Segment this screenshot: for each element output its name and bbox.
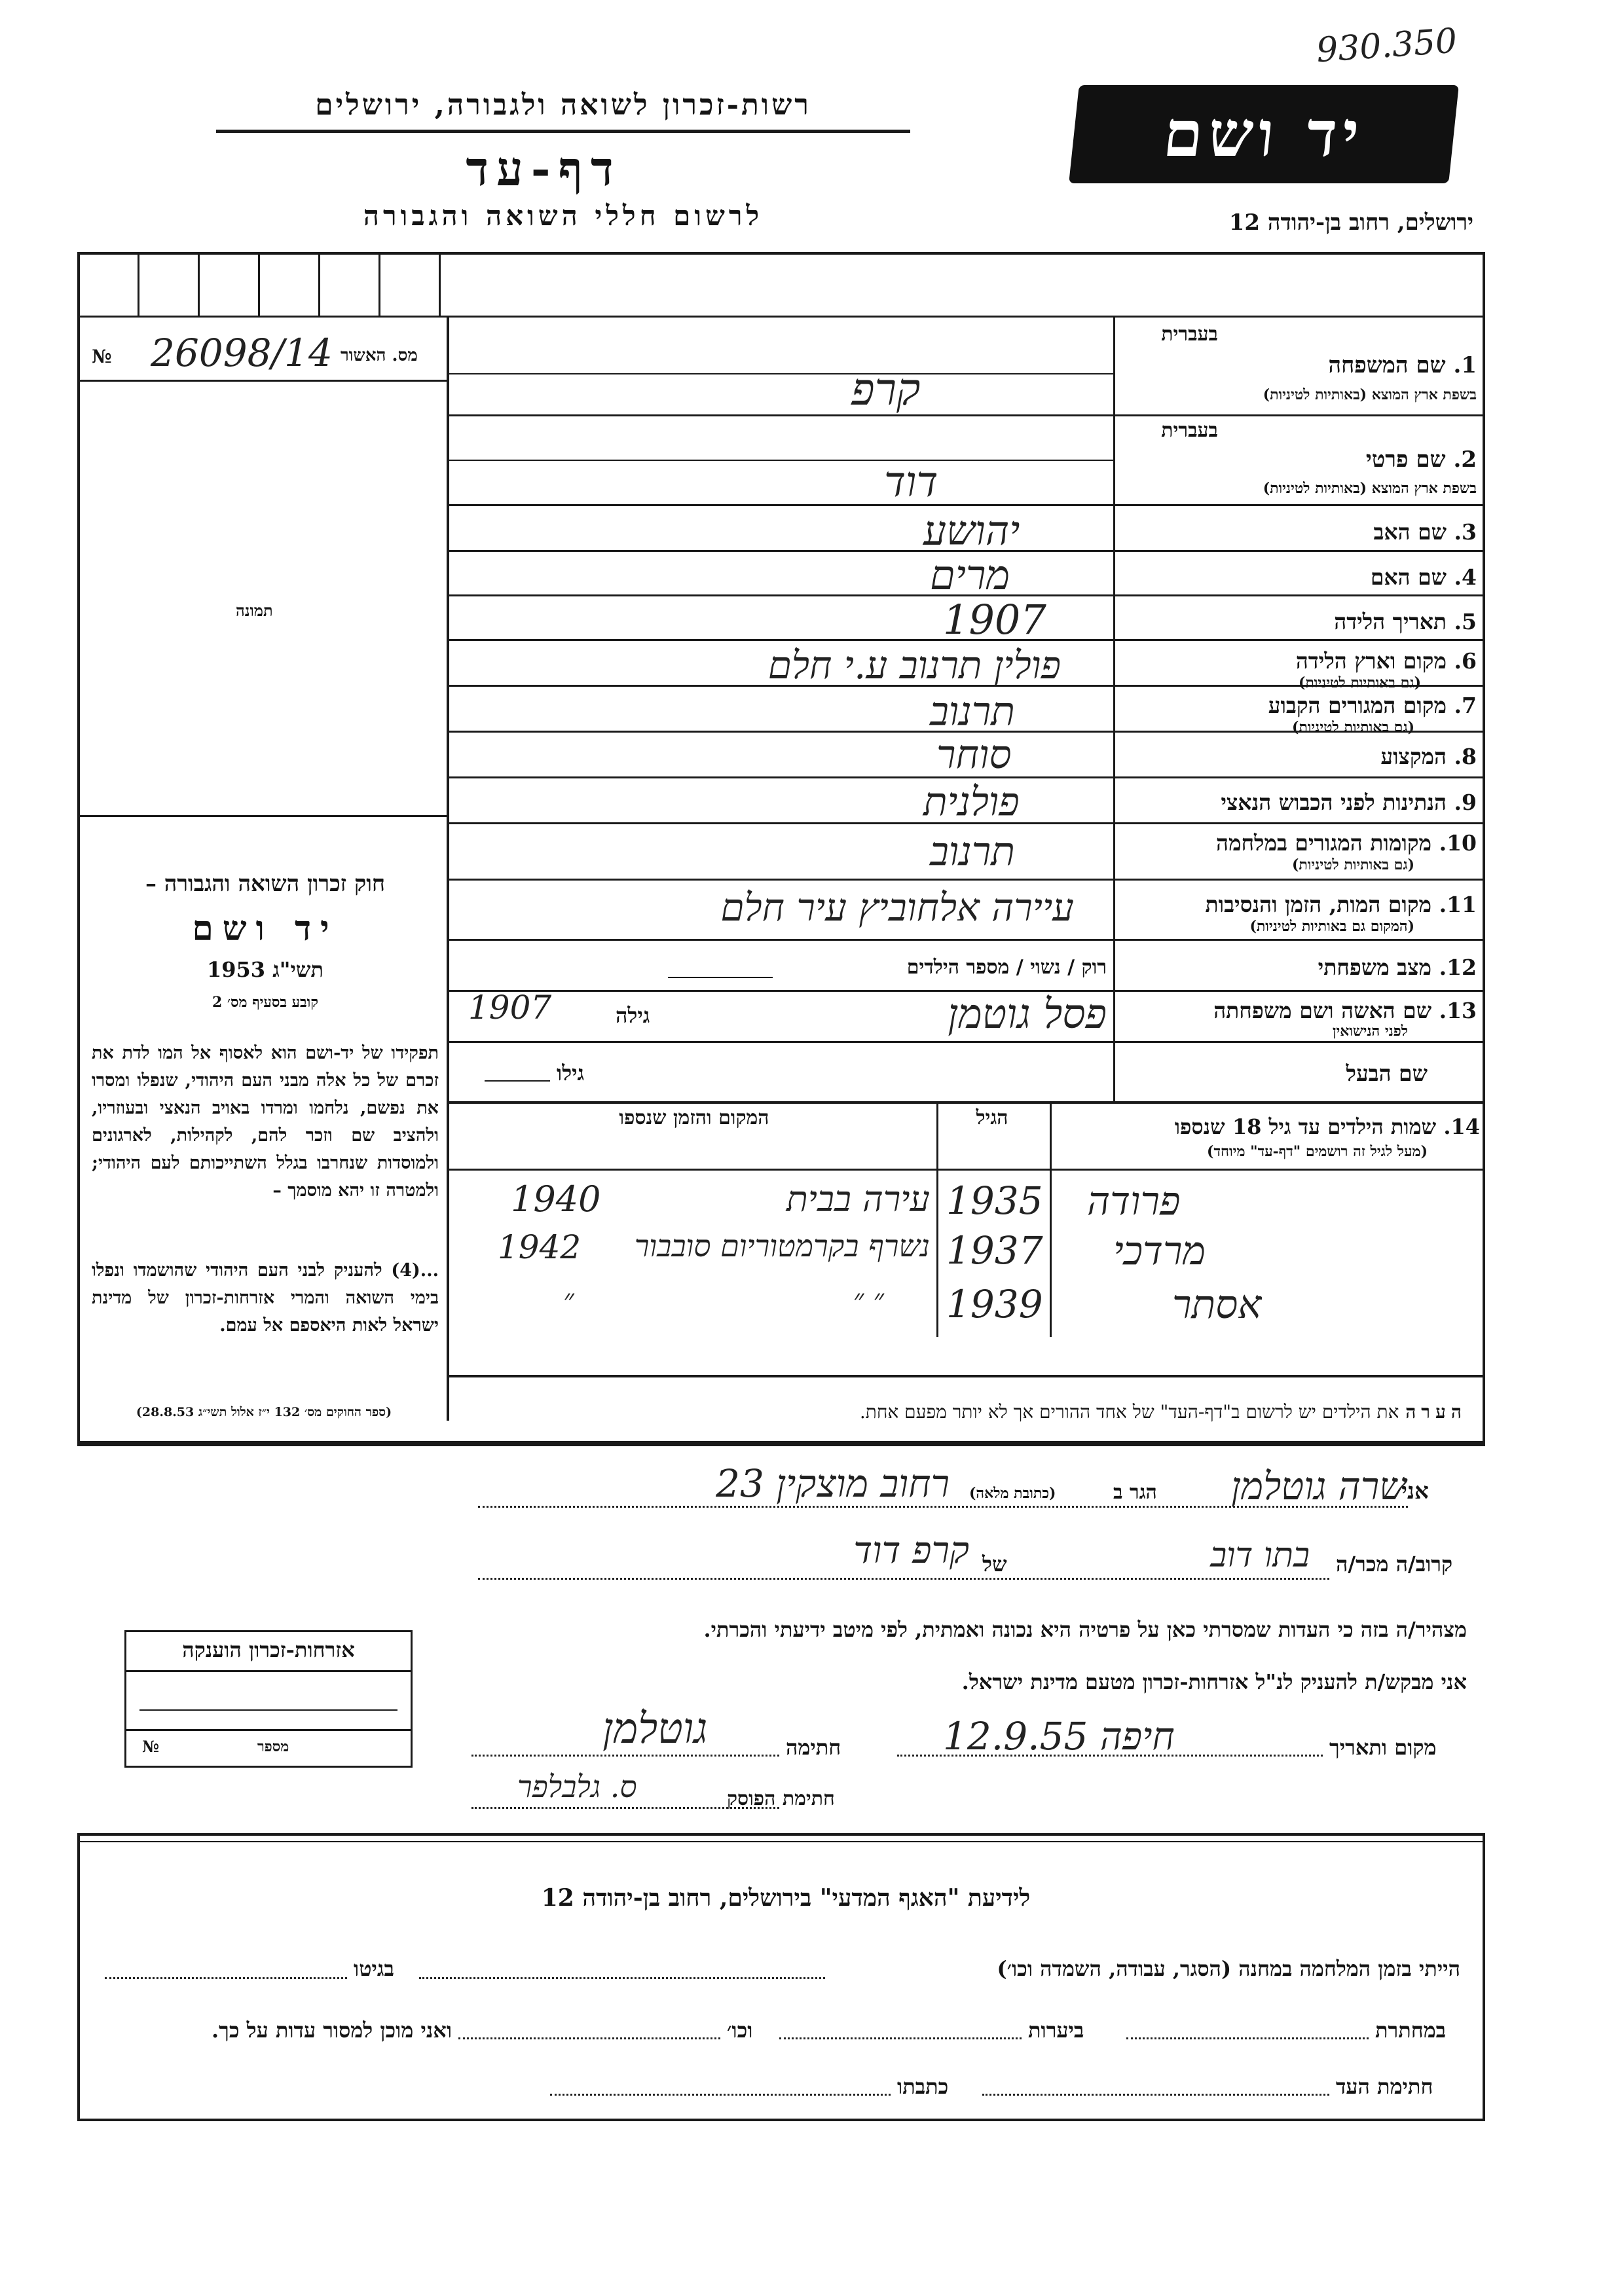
field-5-value: 1907	[943, 596, 1046, 644]
child-3-age: 1939	[946, 1282, 1043, 1326]
spouse-age-label: גילה	[616, 1003, 650, 1028]
footer-witness-address-blank	[550, 2094, 891, 2096]
field-6-label: 6. מקום וארץ הלידה	[1295, 648, 1477, 674]
field-4-label: 4. שם האם	[1370, 564, 1477, 590]
archive-number: 930.350	[1315, 21, 1458, 71]
child-1-name: פרודה	[1087, 1178, 1181, 1224]
law-reference: (ספר החוקים מס׳ 132 י״ז אלול תשי״ג 28.8.53)	[136, 1405, 392, 1419]
footer-line1-b: בגיטו	[354, 1956, 394, 1981]
place-date-line	[897, 1755, 1323, 1757]
children-subtitle: (מעל לגיל זה רושמים "דף-עד" מיוחד)	[1207, 1143, 1428, 1160]
certificate-box	[124, 1630, 413, 1768]
law-year: תשי"ג 1953	[207, 957, 323, 982]
photo-label: תמונה	[236, 601, 273, 620]
footer-underground-blank	[1126, 2037, 1369, 2039]
field-1-hebrew-tag: בעברית	[1161, 323, 1218, 346]
note-text: את הילדים יש לרשום ב"דף-העד" של אחד ההורים אך לא יותר מפעם אחת.	[859, 1401, 1399, 1423]
declarant-i-label: אני	[1401, 1478, 1429, 1504]
address: ירושלים, רחוב בן-יהודה 12	[1228, 210, 1473, 236]
form-title: דף-עד	[466, 141, 621, 196]
field-13-label: 13. שם האשה ושם משפחתה	[1213, 998, 1477, 1023]
child-2-year: 1942	[498, 1228, 581, 1266]
footer-line3-a: חתימת העד	[1336, 2074, 1433, 2099]
declarant-address-hint: (כתובת מלאה)	[969, 1485, 1056, 1502]
law-clause: קובע בסעיף מס׳ 2	[212, 994, 319, 1011]
field-10-sub: (גם באותיות לטיניות)	[1291, 856, 1414, 873]
certificate-title: אזרחות-זכרון הוענקה	[182, 1637, 355, 1662]
footer-line1-a: הייתי בזמן המלחמה במחנה (הסגר, עבודה, השמדה וכו׳)	[997, 1956, 1460, 1981]
field-4-value: מרים	[930, 551, 1010, 599]
field-5-label: 5. תאריך הלידה	[1334, 609, 1477, 634]
field-2-label: 2. שם פרטי	[1365, 446, 1477, 473]
field-3-label: 3. שם האב	[1373, 519, 1477, 545]
of-label: של	[982, 1552, 1007, 1576]
declarant-line-2	[478, 1578, 1329, 1580]
field-12-options: רוק / נשוי / מספר הילדים	[906, 956, 1107, 979]
footer-title: לידיעת "האגף המדעי" בירושלים, רחוב בן-יהודה 12	[541, 1884, 1031, 1912]
field-7-sub: (גם באותיות לטיניות)	[1291, 719, 1414, 736]
children-age-header: הגיל	[976, 1106, 1008, 1129]
child-2-name: מרדכי	[1113, 1228, 1206, 1274]
law-text-1: תפקידו של יד-ושם הוא לאסוף אל המו לדת את זכרם של כל אלה מבני העם היהודי, שנפלו ומסרו את נפשם, נלחמו ומרדו באויב הנאצי ובעוזריו, ולהציב שם וזכר להם, לקהילות, לארגונים ולמוסדות שנחרבו בגלל השתייכותם לעם היהודי; ולמטרה זו יהא מוסמך –	[92, 1043, 439, 1201]
signature-line	[471, 1755, 779, 1757]
children-bottom-line	[449, 1375, 1485, 1377]
relative-label: קרוב/ה מכר/ה	[1336, 1552, 1453, 1576]
declarant-address: רחוב מוצקין 23	[716, 1461, 950, 1506]
form-subtitle: לרשום חללי השואה והגבורה	[363, 200, 764, 232]
footer-witness-sign-blank	[982, 2094, 1329, 2096]
declare-text: מצהיר/ה בזה כי העדות שמסרתי כאן על פרטיה היא נכונה ואמתית, לפי מיטב ידיעתי והכרתי.	[703, 1617, 1467, 1642]
top-row-bottom	[77, 316, 1485, 318]
children-title: 14. שמות הילדים עד גיל 18 שנספו	[1174, 1114, 1480, 1139]
field-1-label: 1. שם המשפחה	[1328, 352, 1477, 378]
note-label: הערה	[1405, 1401, 1467, 1423]
field-6-value: פולין תרנוב ע.י חלם	[767, 643, 1061, 687]
authority-underline	[216, 130, 910, 133]
request-text: אני מבקש/ת להעניק לנ"ל אזרחות-זכרון מטעם מדינת ישראל.	[961, 1669, 1467, 1694]
form-frame-bottom	[77, 1444, 1485, 1446]
footer-line2-b: ביערות	[1028, 2018, 1084, 2043]
child-1-age: 1935	[946, 1178, 1043, 1223]
child-1-place: עירה בבית	[786, 1178, 930, 1220]
signature-value: גוטלמן	[602, 1705, 708, 1753]
permit-row-line	[77, 380, 448, 382]
label-column-border	[1113, 316, 1115, 1101]
officer-label: חתימת הפוסק	[727, 1787, 835, 1810]
footer-forest-blank	[779, 2037, 1022, 2039]
children-age-col-left	[936, 1101, 938, 1337]
husband-age-blank	[485, 1080, 550, 1082]
field-13-value: פסל גוטמן	[948, 990, 1107, 1038]
child-2-place: נשרף בקרמטוריום סובבור	[634, 1228, 930, 1264]
field-11-sub: (המקום גם באותיות לטיניות)	[1249, 918, 1414, 935]
field-2-sub: בשפת ארץ המוצא (באותיות לטיניות)	[1263, 480, 1477, 497]
footer-ghetto-blank	[105, 1977, 347, 1979]
husband-age-label: גילו	[557, 1061, 585, 1085]
yad-vashem-logo	[1069, 85, 1459, 183]
footer-camp-blank	[419, 1977, 825, 1979]
child-1-year: 1940	[511, 1178, 601, 1220]
field-9-value: פולנית	[923, 779, 1020, 825]
spouse-age-value: 1907	[468, 989, 552, 1027]
left-column-border	[447, 316, 449, 1421]
child-3-name: אסתר	[1172, 1282, 1262, 1328]
field-11-label: 11. מקום המות, הזמן והנסיבות	[1205, 892, 1477, 917]
children-header-line	[449, 1169, 1485, 1171]
of-name: קרפ דוד	[853, 1529, 969, 1572]
field-7-value: תרנוב	[930, 689, 1015, 735]
note-row	[458, 1401, 1467, 1423]
declarant-name: שרה גוטלמן	[1231, 1464, 1407, 1508]
field-6-sub: (גם באותיות לטיניות)	[1298, 674, 1421, 691]
permit-number: 26098/14	[151, 331, 333, 375]
footer-top-double	[77, 1841, 1485, 1842]
declarant-lives-label: הגר ב	[1113, 1481, 1157, 1504]
place-date-label: מקום ותאריך	[1329, 1735, 1437, 1760]
permit-suffix: №	[92, 346, 112, 367]
field-12-label: 12. מצב משפחתי	[1318, 955, 1477, 980]
place-date-value: חיפה 12.9.55	[943, 1714, 1175, 1758]
field-1-value: קרפ	[851, 364, 921, 416]
field-3-value: יהושע	[923, 507, 1020, 555]
footer-line2-a: במחתרת	[1375, 2018, 1447, 2043]
field-9-label: 9. הנתינות לפני הכבוש הנאצי	[1221, 790, 1477, 815]
field-2-hebrew-tag: בעברית	[1161, 419, 1218, 442]
child-3-year: ״	[563, 1283, 574, 1317]
field-8-value: סוחר	[936, 732, 1012, 778]
husband-label: שם הבעל	[1346, 1061, 1428, 1086]
relation-value: בתו דוב	[1210, 1536, 1310, 1575]
field-10-label: 10. מקומות המגורים במלחמה	[1215, 830, 1477, 856]
law-title: חוק זכרון השואה והגבורה –	[145, 871, 386, 897]
footer-etc-blank	[458, 2037, 720, 2039]
field-7-label: 7. מקום המגורים הקבוע	[1268, 693, 1477, 718]
footer-line2-d: ואני מוכן למסור עדות על כך.	[211, 2018, 452, 2043]
certificate-number-label: מספר	[257, 1738, 289, 1755]
footer-line3-b: כתבתו	[897, 2074, 949, 2099]
footer-line2-c: וכו׳	[727, 2018, 753, 2043]
field-2-value: דוד	[884, 458, 938, 507]
officer-signature: ס. גלבלפר	[517, 1769, 637, 1804]
field-11-value: עיירה אלחוביץ עיר חלם	[720, 885, 1074, 930]
law-text-2: ...(4) להעניק לבני העם היהודי שהושמדו ונפלו בימי השואה והמרי אזרחות-זכרון של מדינת ישראל לאות היאספם אל עמם.	[92, 1260, 439, 1336]
field-12-blank	[668, 977, 773, 978]
field-8-label: 8. המקצוע	[1380, 744, 1477, 769]
child-3-place: ״ ״	[853, 1283, 884, 1317]
signature-label: חתימה	[786, 1735, 841, 1760]
authority-title: רשות-זכרון לשואה ולגבורה, ירושלים	[315, 88, 811, 122]
field-10-value: תרנוב	[930, 829, 1015, 875]
declarant-line-1	[478, 1506, 1408, 1508]
field-1-sub: בשפת ארץ המוצא (באותיות לטיניות)	[1263, 386, 1477, 403]
permit-label: מס. האשור	[341, 346, 418, 365]
law-name: יד ושם	[192, 909, 339, 949]
child-2-age: 1937	[946, 1228, 1043, 1273]
children-age-col-right	[1050, 1101, 1052, 1337]
field-13-sub: לפני הנישואין	[1332, 1023, 1408, 1040]
photo-bottom-line	[77, 815, 448, 817]
logo-text: יד ושם	[1160, 97, 1368, 171]
certificate-number-suffix: №	[142, 1737, 160, 1756]
children-place-header: המקום והזמן שנספו	[619, 1106, 769, 1129]
